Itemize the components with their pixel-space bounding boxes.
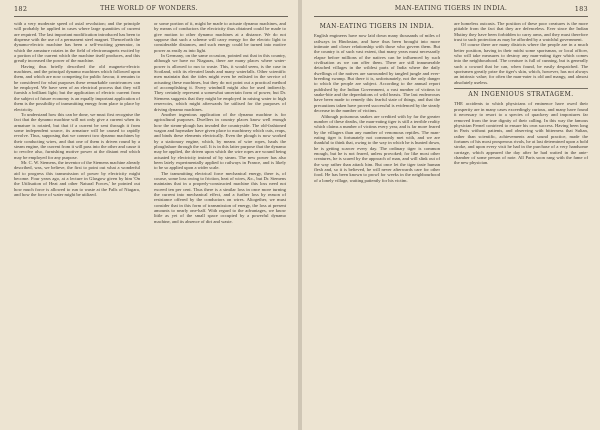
paragraph: are homeless outcasts. The position of these poor creatures is the more pitiable from the fact that they are defenceless. Ever since the Indian Mutiny they have been forbidden to carry arms, and they must therefore trust to such protection as may be afforded by a watchful government.	[454, 21, 588, 43]
article-title-stratagem: AN INGENIOUS STRATAGEM.	[468, 91, 574, 99]
right-running-head: MAN-EATING TIGERS IN INDIA.	[394, 5, 508, 12]
article-title-tigers: MAN-EATING TIGERS IN INDIA.	[319, 23, 435, 30]
paragraph: Of course there are many districts where the people are in a much better position, having in their midst some sportsman, or local officer, who will take measures to destroy any man-eating tiger which comes into the neighbourhood. The creature is full of cunning, but is generally such a coward that he can, when found, be easily despatched. The sportsmen greatly prize the tiger's skin, which, however, has not always an intrinsic value; for often the man-eater is old and mangy, and almost absolutely useless.	[454, 42, 588, 85]
right-page-number: 183	[574, 5, 588, 13]
paragraph: English engineers have now laid down many thousands of miles of railways in Hindostan, and have thus been brought into more intimate and closer relationship with those who govern them. But the country is of such vast extent, that many years must necessarily elapse before millions of the natives can be influenced by such civilisation as we can offer them. There are still innumerable detached villages in the wildest parts of India where the daily dwellings of the natives are surrounded by tangled jungle and ever-breeding swamp. But there it is, unfortunately, not the only danger to which the people are subject. According to the annual report published by the Indian Government, a vast number of victims to snake-bite and the depredations of wild beasts. The last endeavours have been made to remedy this fearful state of things, and that the precautions taken have proved successful is evidenced by the steady decrease in the number of victims.	[314, 33, 440, 114]
left-page-number: 182	[14, 5, 28, 13]
right-page	[302, 0, 600, 430]
paragraph: with a very moderate speed of axial revolution; and the principle will probably be applied in cases where large quantities of current are required. The last important modification introduced has been to dispense with the use of a permanent steel magnet. Thenceforth the dynamo-electric machine has been a self-exciting generator, in which the armature rotates in the field of electromagnets excited by a portion of the current which the machine itself produces, and this greatly increased the power of the machine.	[14, 21, 140, 64]
left-column-1	[14, 21, 140, 421]
right-head-rule	[314, 16, 588, 17]
left-column-2	[154, 21, 286, 421]
paragraph: Although poisonous snakes are credited with by far the greater number of these deaths, the man-eating tiger is still a terrible reality which claims a number of victims every year, and is far more feared by the villagers than any number of venomous reptiles. The man-eating tiger is fortunately not commonly met with, and we are thankful to think that, owing to the way in which he is hunted down, he is getting scarcer every day. The ordinary tiger is common enough, but he is not feared, unless provoked; for like most other creatures, he is scared by the approach of man, and will slink out of the way rather than attack him. But once let the tiger taste human flesh and, so it is believed, he will never afterwards care for other food. He has been known to prowl for weeks in the neighbourhood of a lonely village, waiting patiently for his victim.	[314, 113, 440, 183]
paragraph: or some portion of it, might be made to actuate dynamo machines, and by means of conductors the electricity thus obtained could be made to give motion to other dynamo machines at a distance. We do not suppose that such a scheme will carry energy for the electric light to considerable distances, and such energy could be turned into motive power as easily as into light.	[154, 21, 286, 53]
paragraph: To understand how this can be done, we must first recognise the fact that the dynamo machine will not only give a current when its armature is rotated, but that if a current be sent through it from some independent source, its armature will be caused to rapidly revolve. Thus, supposing that we connect two dynamo machines by their conducting wires, and that one of them is driven round by a steam engine, the current from it will pass into the other and cause it to revolve also, furnishing motive power at the distant end which may be employed for any purpose.	[14, 111, 140, 160]
left-page	[0, 0, 298, 430]
left-running-head: THE WORLD OF WONDERS.	[100, 5, 198, 12]
paragraph: THE accidents to which physicians of eminence have owed their prosperity are in many cases exceedingly curious, and many have found it necessary to resort to a species of quackery and impostures far removed from the true dignity of their calling. In this way the famous physician Fernel contrived to ensure his own success. Having been long in Paris without patients, and observing with bitterness that Sultan, rather than scientific, achievements and sound practice, made the fortunes of his most prosperous rivals, he at last determined upon a bold stroke, and upon every visit he had in the purchase of a very handsome carriage, which appeared the day after he had waited in the ante-chamber of some person of note. All Paris soon rang with the fame of the new physician.	[454, 101, 588, 166]
left-head-rule	[14, 16, 288, 17]
paragraph: The transmitting electrical force mechanical energy, there is, of course, some loss owing to friction, heat of wires, &c., but Dr. Siemens maintains that in a properly-constructed machine this loss need not exceed ten per cent. Thus there is a similar loss in once more turning the current into mechanical effect, and a further loss by reason of resistance offered by the conductors on wires. Altogether, we must consider that in this form of transmission of energy, the loss at present amounts to nearly one-half. With regard to the advantages, we know little as yet of the small space occupied by a powerful dynamo machine, and its absence of dirt and waste.	[154, 170, 286, 224]
paragraph: Having thus briefly described the old magneto-electric machines, and the principal dynamo machines which followed upon them, and which are now competing for public favour, it remains to be considered for what purposes these remarkable contrivances can be employed. We have seen of an electrical process that they will furnish a brilliant light; but the application of electric current from the subject of future economy is an equally important application of them is the possibility of transmitting energy from place to place by electricity.	[14, 63, 140, 112]
paragraph: Mr. C. W. Siemens, the inventor of the Siemens machine already described, was, we believe, the first to point out what a wonderful aid to progress this transmission of power by electricity might become. Four years ago, at a lecture in Glasgow given by him 'On the Utilisation of Heat and other Natural Forces,' he pointed out how much force is allowed to run to waste at the Falls of Niagara, and how the force of water might be utilized.	[14, 159, 140, 197]
right-column-2	[454, 21, 588, 421]
paragraph: Another ingenious application of the dynamo machine is for agricultural purposes. Dwellers in country places know well enough how the steam-plough has invaded the countryside. The old-fashioned wagon and haymaker have given place to machinery which cuts, reaps, and binds these elements electrically. Even the plough is now worked by a stationary engine, which, by means of wire ropes, hauls the ploughshare through the soil. It is in this latter purpose that the dynamo may be applied, the driven upon which the wire ropes are wound being actuated by electricity instead of by steam. The new power has also been lately experimentally applied to railways in France, and is likely to be so applied upon a wider scale.	[154, 111, 286, 171]
right-column-1	[314, 21, 440, 421]
article-divider	[454, 88, 588, 89]
paragraph: In Germany, on the same occasion, pointed out that in this country, although we have no Niagaras, there are many places where water-power is allowed to run to waste. This, it would seem, is the case in Scotland, with its elevated lands and many waterfalls. Other scientific men maintain that the tides might even be enlisted in the service of actuating these machines, but they do not point out a practical method of accomplishing it. Every windmill might also be used indirectly. They certainly represent a somewhat uncertain form of power, but Dr. Siemens suggests that they might be employed in raising water to high reservoirs, which might afterwards be utilised for the purposes of driving dynamo machines.	[154, 53, 286, 112]
